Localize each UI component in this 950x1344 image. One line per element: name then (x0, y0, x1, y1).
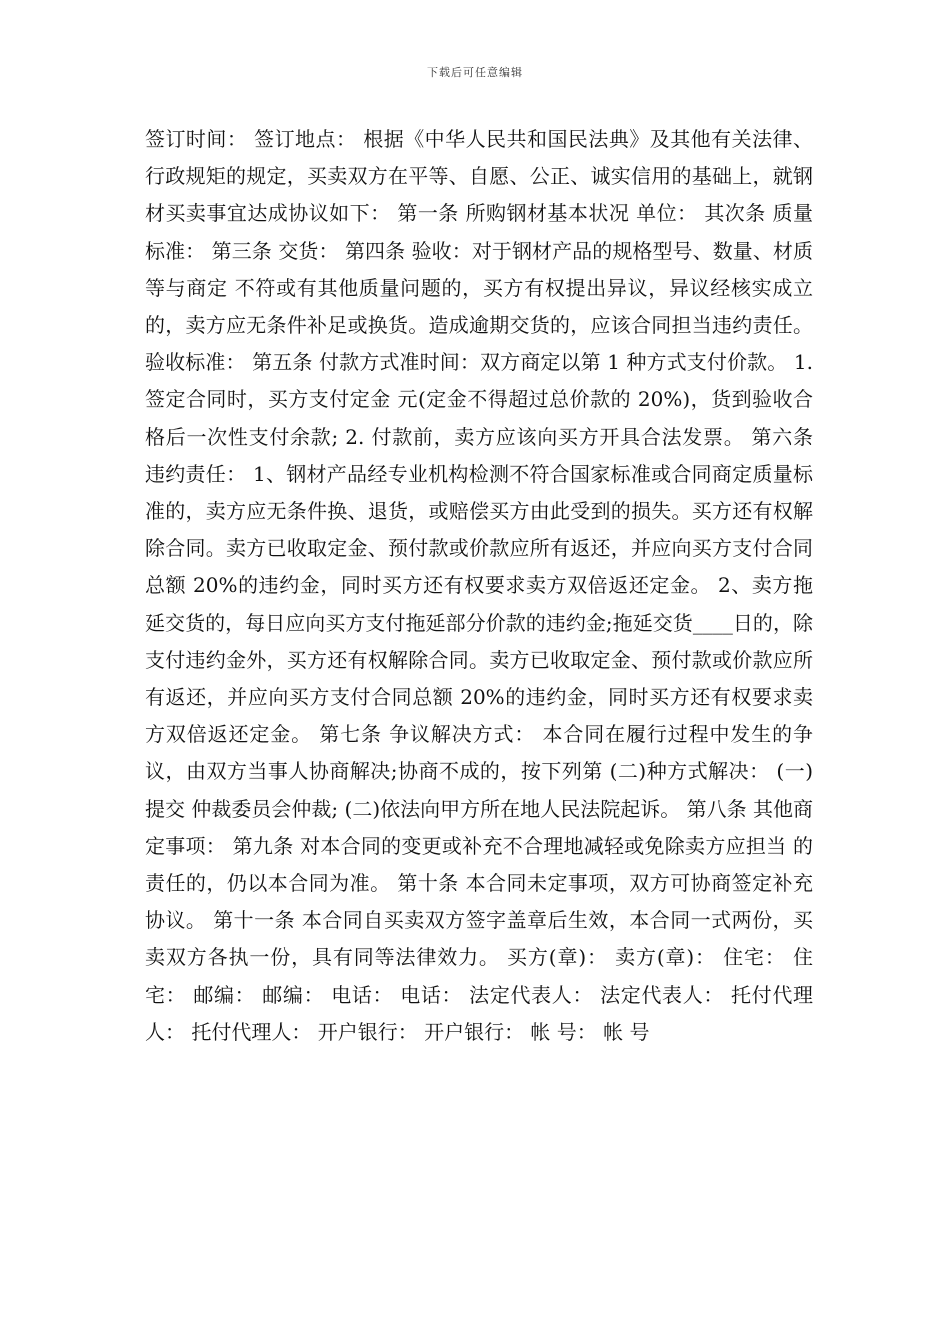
page-header: 下载后可任意编辑 (427, 66, 523, 79)
contract-body-text: 签订时间： 签订地点： 根据《中华人民共和国民法典》及其他有关法律、行政规矩的规定，买卖双方在平等、自愿、公正、诚实信用的基础上，就钢材买卖事宜达成协议如下： 第一条 所购钢材基本状况 单位： 其次条 质量标准： 第三条 交货： 第四条 验收：对于钢材产品的规格型号、数量、材质等与商定 不符或有其他质量问题的，买方有权提出异议，异议经核实成立的，卖方应无条件补足或换货。造成逾期交货的，应该合同担当违约责任。 验收标准： 第五条 付款方式准时间：双方商定以第 1 种方式支付价款。 1. 签定合同时，买方支付定金 元(定金不得超过总价款的 20%)，货到验收合格后一次性支付余款; 2. 付款前，卖方应该向买方开具合法发票。 第六条 违约责任： 1、钢材产品经专业机构检测不符合国家标准或合同商定质量标准的，卖方应无条件换、退货，或赔偿买方由此受到的损失。买方还有权解除合同。卖方已收取定金、预付款或价款应所有返还，并应向买方支付合同总额 20%的违约金，同时买方还有权要求卖方双倍返还定金。 2、卖方拖延交货的，每日应向买方支付拖延部分价款的违约金;拖延交货____日的，除支付违约金外，买方还有权解除合同。卖方已收取定金、预付款或价款应所有返还，并应向买方支付合同总额 20%的违约金，同时买方还有权要求卖方双倍返还定金。 第七条 争议解决方式： 本合同在履行过程中发生的争议，由双方当事人协商解决;协商不成的，按下列第 (二)种方式解决： (一)提交 仲裁委员会仲裁; (二)依法向甲方所在地人民法院起诉。 第八条 其他商定事项： 第九条 对本合同的变更或补充不合理地减轻或免除卖方应担当 的责任的，仍以本合同为准。 第十条 本合同未定事项，双方可协商签定补充协议。 第十一条 本合同自买卖双方签字盖章后生效，本合同一式两份，买卖双方各执一份，具有同等法律效力。 买方(章)： 卖方(章)： 住宅： 住宅： 邮编： 邮编： 电话： 电话： 法定代表人： 法定代表人： 托付代理人： 托付代理人： 开户银行： 开户银行： 帐 号： 帐 号 (145, 127, 813, 1044)
